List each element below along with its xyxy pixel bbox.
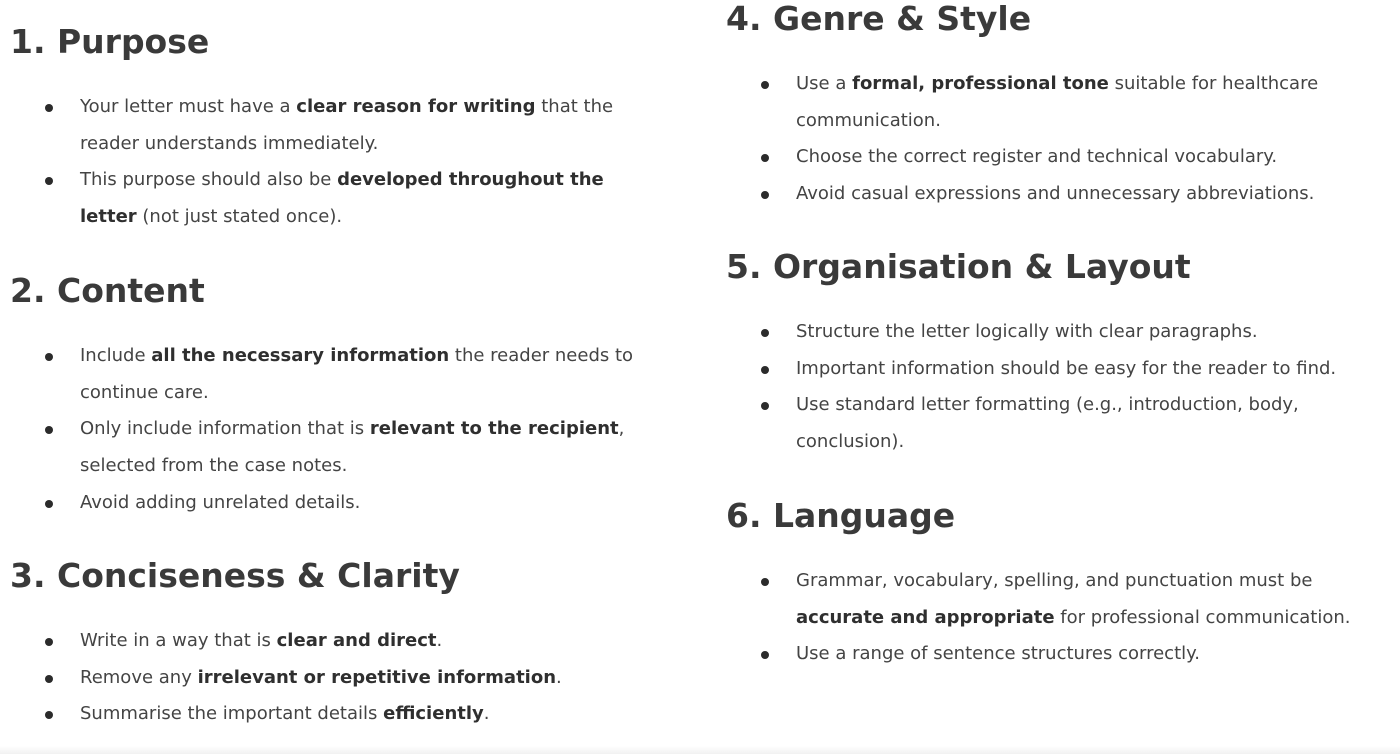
bullet-list bbox=[726, 563, 1386, 673]
item-text: for professional communication. bbox=[1054, 606, 1351, 628]
bullet-item bbox=[10, 338, 660, 411]
bullet-list bbox=[10, 338, 660, 522]
bullet-dot-icon bbox=[761, 329, 769, 337]
bullet-dot-icon bbox=[761, 366, 769, 374]
item-text: . bbox=[483, 703, 490, 725]
item-text: Avoid adding unrelated details. bbox=[80, 491, 361, 513]
bullet-item bbox=[10, 696, 660, 733]
bullet-item bbox=[726, 314, 1386, 351]
bullet-dot-icon bbox=[761, 651, 769, 659]
section-heading: 2. Content bbox=[10, 271, 205, 310]
bullet-dot-icon bbox=[45, 500, 53, 508]
item-text: . bbox=[556, 666, 562, 688]
item-text: Use standard letter formatting (e.g., introduction, body, conclusion). bbox=[796, 394, 1299, 453]
item-text: the reader needs to continue care. bbox=[80, 345, 634, 403]
item-text: , selected from the case notes. bbox=[80, 418, 625, 477]
bullet-item bbox=[726, 387, 1386, 460]
bullet-dot-icon bbox=[761, 154, 769, 162]
section-heading: 4. Genre & Style bbox=[726, 0, 1032, 38]
emphasis-text: clear reason for writing bbox=[296, 96, 536, 117]
item-text: This purpose should also be bbox=[80, 169, 338, 191]
item-text: Only include information that is bbox=[80, 418, 370, 440]
bullet-item bbox=[10, 485, 660, 522]
bullet-dot-icon bbox=[761, 402, 769, 410]
item-text: Write in a way that is bbox=[80, 630, 277, 651]
item-text: Avoid casual expressions and unnecessary abbreviations. bbox=[796, 183, 1315, 205]
emphasis-text: efficiently bbox=[383, 703, 484, 725]
bullet-item bbox=[726, 636, 1386, 673]
bullet-dot-icon bbox=[45, 177, 53, 185]
bottom-edge-shade bbox=[0, 746, 1400, 754]
emphasis-text: clear and direct bbox=[276, 630, 437, 651]
bullet-dot-icon bbox=[45, 104, 53, 112]
bullet-item bbox=[726, 176, 1386, 213]
bullet-dot-icon bbox=[45, 426, 53, 434]
emphasis-text: formal, professional tone bbox=[852, 73, 1109, 94]
bullet-item bbox=[726, 139, 1386, 176]
item-text: Use a bbox=[796, 73, 853, 94]
bullet-list bbox=[726, 66, 1386, 213]
emphasis-text: accurate and appropriate bbox=[796, 606, 1055, 628]
item-text: Grammar, vocabulary, spelling, and punctuation must be bbox=[796, 570, 1313, 591]
item-text: Include bbox=[80, 345, 152, 366]
bullet-dot-icon bbox=[761, 191, 769, 199]
section-heading: 1. Purpose bbox=[10, 22, 210, 61]
section-language bbox=[726, 496, 1386, 673]
item-text: Use a range of sentence structures correctly. bbox=[796, 643, 1200, 665]
emphasis-text: all the necessary information bbox=[151, 345, 450, 366]
item-text: that the reader understands immediately. bbox=[80, 96, 614, 154]
bullet-item bbox=[10, 623, 660, 660]
section-organisation-layout bbox=[726, 247, 1386, 461]
section-heading: 6. Language bbox=[726, 496, 956, 535]
bullet-list bbox=[10, 623, 660, 733]
item-text: . bbox=[436, 630, 443, 651]
bullet-item bbox=[726, 563, 1386, 636]
bullet-item bbox=[726, 66, 1386, 139]
section-content bbox=[10, 271, 660, 522]
item-text: Remove any bbox=[80, 666, 198, 688]
item-text: Summarise the important details bbox=[80, 703, 384, 725]
section-heading: 5. Organisation & Layout bbox=[726, 247, 1191, 286]
bullet-dot-icon bbox=[45, 353, 53, 361]
bullet-dot-icon bbox=[45, 711, 53, 719]
item-text: Structure the letter logically with clear paragraphs. bbox=[796, 321, 1258, 342]
bullet-dot-icon bbox=[761, 578, 769, 586]
section-heading: 3. Conciseness & Clarity bbox=[10, 556, 460, 595]
bullet-list bbox=[726, 314, 1386, 461]
item-text: Important information should be easy for the reader to find. bbox=[796, 357, 1337, 379]
bullet-item bbox=[10, 660, 660, 697]
bullet-item bbox=[10, 162, 660, 235]
item-text: suitable for healthcare communication. bbox=[796, 73, 1319, 131]
item-text: Your letter must have a bbox=[80, 96, 297, 117]
emphasis-text: relevant to the recipient bbox=[369, 418, 619, 440]
item-text: (not just stated once). bbox=[136, 206, 343, 228]
bullet-dot-icon bbox=[45, 638, 53, 646]
bullet-dot-icon bbox=[761, 81, 769, 89]
section-purpose bbox=[10, 22, 660, 236]
item-text: Choose the correct register and technical vocabulary. bbox=[796, 146, 1278, 168]
bullet-item bbox=[726, 351, 1386, 388]
bullet-dot-icon bbox=[45, 675, 53, 683]
emphasis-text: irrelevant or repetitive information bbox=[197, 666, 557, 688]
emphasis-text: developed throughout the letter bbox=[80, 169, 604, 228]
bullet-item bbox=[10, 89, 660, 162]
section-genre-style bbox=[726, 0, 1386, 213]
bullet-list bbox=[10, 89, 660, 236]
section-conciseness-clarity bbox=[10, 556, 660, 733]
bullet-item bbox=[10, 411, 660, 484]
